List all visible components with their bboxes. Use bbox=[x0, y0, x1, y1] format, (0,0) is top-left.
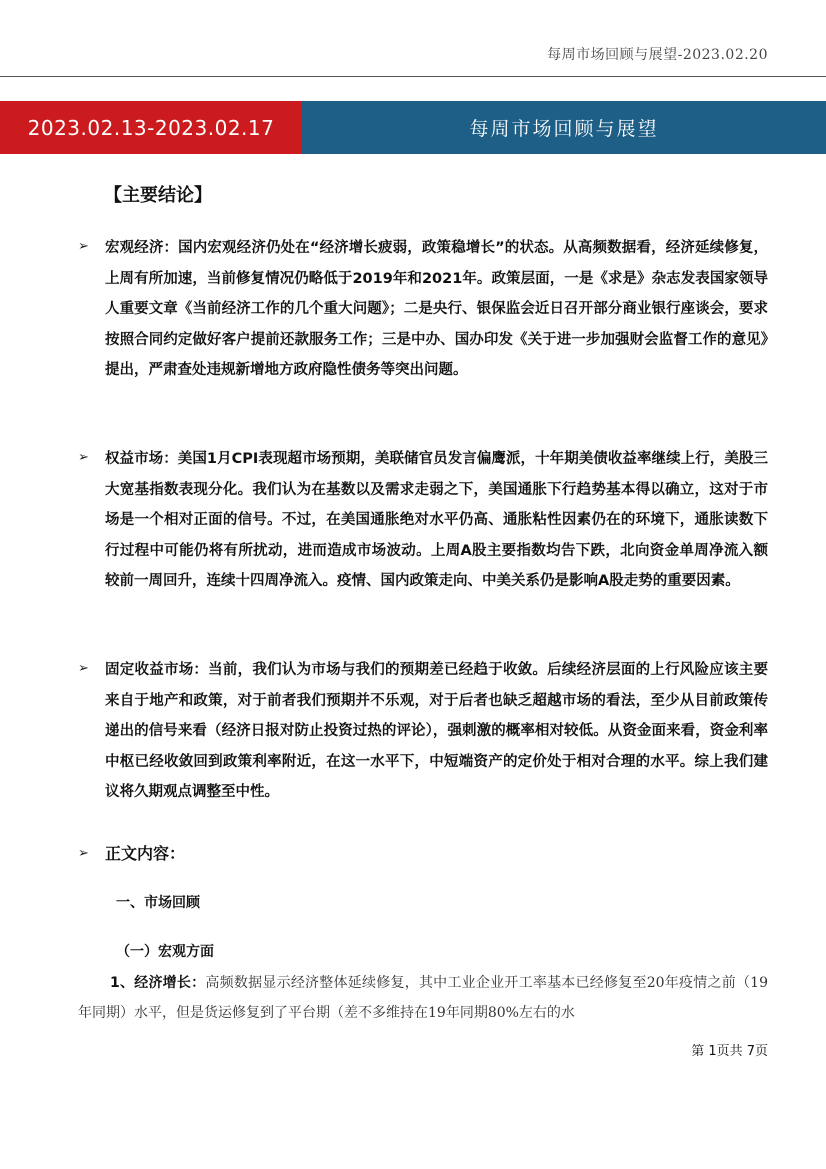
paragraph-economic-growth bbox=[78, 968, 768, 1028]
arrow-bullet-icon: ➢ bbox=[78, 846, 89, 861]
arrow-bullet-icon: ➢ bbox=[78, 450, 89, 465]
paragraph-text: 高频数据显示经济整体延续修复，其中工业企业开工率基本已经修复至20年疫情之前（19年同期）水平，但是货运修复到了平台期（差不多维持在19年同期80%左右的水 bbox=[78, 975, 768, 1021]
header-rule bbox=[0, 76, 826, 77]
title-banner bbox=[0, 101, 826, 154]
subsection-macro: （一）宏观方面 bbox=[116, 944, 214, 960]
conclusion-item-fixed-income: 固定收益市场：当前，我们认为市场与我们的预期差已经趋于收敛。后续经济层面的上行风险应该主要来自于地产和政策，对于前者我们预期并不乐观，对于后者也缺乏超越市场的看法，至少从目前政策传递出的信号来看（经济日报对防止投资过热的评论），强刺激的概率相对较低。从资金面来看，资金利率中枢已经收敛回到政策利率附近，在这一水平下，中短端资产的定价处于相对合理的水平。综上我们建议将久期观点调整至中性。 bbox=[105, 662, 768, 800]
page-number: 第 1页共 7页 bbox=[691, 1044, 768, 1059]
body-heading: 正文内容： bbox=[105, 844, 186, 863]
banner-title: 每周市场回顾与展望 bbox=[302, 101, 826, 154]
running-header: 每周市场回顾与展望-2023.02.20 bbox=[547, 47, 768, 63]
arrow-bullet-icon: ➢ bbox=[78, 661, 89, 676]
main-conclusions-heading: 【主要结论】 bbox=[104, 185, 212, 206]
paragraph-lead: 1、经济增长： bbox=[110, 975, 206, 991]
section-market-review: 一、市场回顾 bbox=[116, 895, 200, 911]
conclusion-item-equity: 权益市场：美国1月CPI表现超市场预期，美联储官员发言偏鹰派，十年期美债收益率继续上行，美股三大宽基指数表现分化。我们认为在基数以及需求走弱之下，美国通胀下行趋势基本得以确立，这对于市场是一个相对正面的信号。不过，在美国通胀绝对水平仍高、通胀粘性因素仍在的环境下，通胀读数下行过程中可能仍将有所扰动，进而造成市场波动。上周A股主要指数均告下跌，北向资金单周净流入额较前一周回升，连续十四周净流入。疫情、国内政策走向、中美关系仍是影响A股走势的重要因素。 bbox=[105, 451, 768, 589]
arrow-bullet-icon: ➢ bbox=[78, 239, 89, 254]
banner-date-range: 2023.02.13-2023.02.17 bbox=[0, 101, 302, 154]
conclusion-item-macro: 宏观经济：国内宏观经济仍处在“经济增长疲弱，政策稳增长”的状态。从高频数据看，经济延续修复，上周有所加速，当前修复情况仍略低于2019年和2021年。政策层面，一是《求是》杂志发表国家领导人重要文章《当前经济工作的几个重大问题》；二是央行、银保监会近日召开部分商业银行座谈会，要求按照合同约定做好客户提前还款服务工作；三是中办、国办印发《关于进一步加强财会监督工作的意见》提出，严肃查处违规新增地方政府隐性债务等突出问题。 bbox=[105, 240, 768, 378]
